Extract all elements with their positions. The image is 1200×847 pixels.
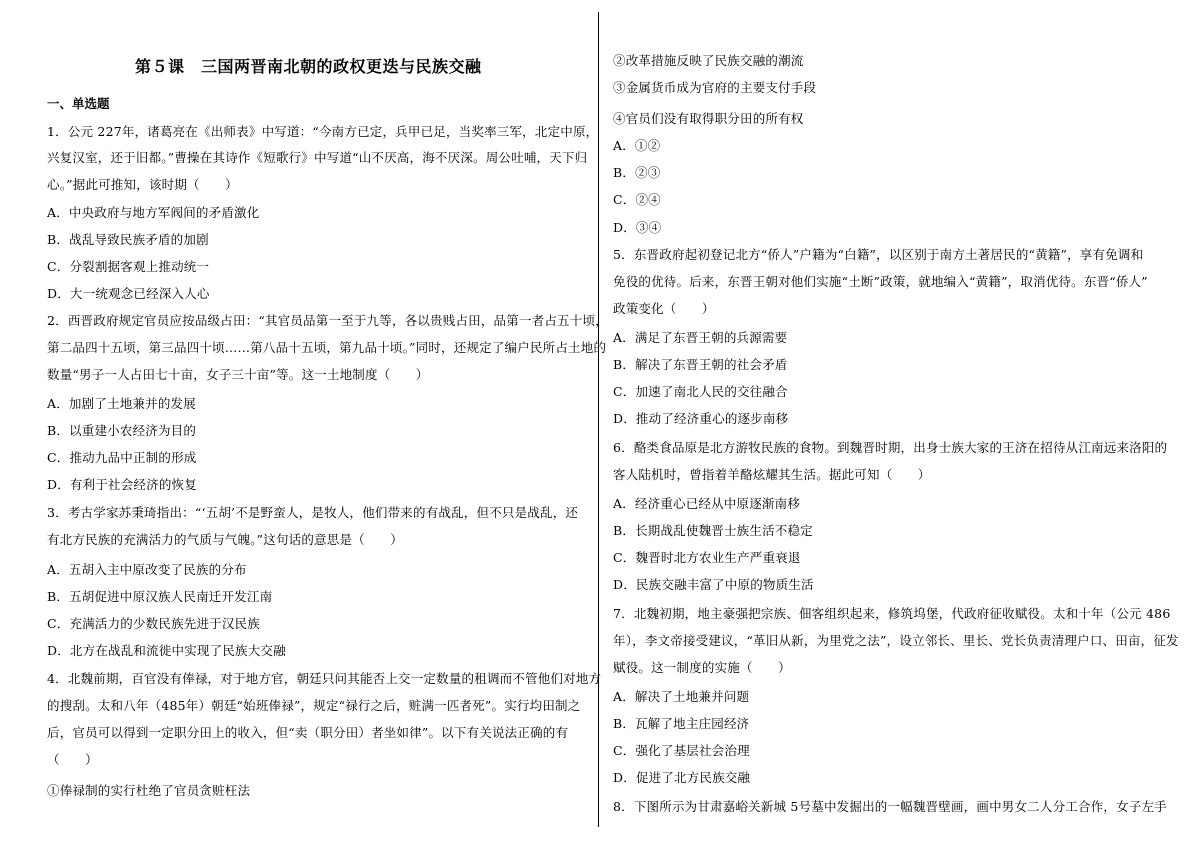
text-line: 兴复汉室，还于旧都。”曹操在其诗作《短歌行》中写道“山不厌高，海不厌深。周公吐哺，天下归	[47, 150, 588, 165]
option-line: A．五胡入主中原改变了民族的分布	[47, 562, 247, 577]
text-line: 赋役。这一制度的实施（ ）	[613, 660, 791, 675]
text-line: 免役的优待。后来，东晋王朝对他们实施“土断”政策，就地编入“黄籍”，取消优待。东晋“侨人”	[613, 274, 1148, 289]
option-line: A．①②	[613, 138, 661, 153]
option-line: A．经济重心已经从中原逐渐南移	[613, 496, 801, 511]
option-line: B．②③	[613, 165, 661, 180]
option-line: D．促进了北方民族交融	[613, 770, 751, 785]
text-line: 第二品四十五顷，第三品四十顷……第八品十五顷，第九品十顷。”同时，还规定了编户民所占土地的	[47, 340, 607, 355]
option-line: A．解决了土地兼并问题	[613, 689, 750, 704]
option-line: D．民族交融丰富了中原的物质生活	[613, 577, 814, 592]
option-line: C．加速了南北人民的交往融合	[613, 384, 788, 399]
text-line: 后，官员可以得到一定职分田上的收入，但“卖（职分田）者坐如律”。以下有关说法正确的有	[47, 725, 569, 740]
option-line: C．魏晋时北方农业生产严重衰退	[613, 550, 801, 565]
section-heading: 一、单选题	[47, 96, 110, 111]
text-line: （ ）	[47, 752, 98, 767]
option-line: D．北方在战乱和流徙中实现了民族大交融	[47, 643, 286, 658]
option-line: B．以重建小农经济为目的	[47, 423, 197, 438]
option-line: D．推动了经济重心的逐步南移	[613, 411, 789, 426]
option-line: B．长期战乱使魏晋士族生活不稳定	[613, 523, 813, 538]
text-line: ④官员们没有取得职分田的所有权	[613, 111, 804, 126]
text-line: 年），李文帝接受建议，“革旧从新，为里党之法”，设立邻长、里长、党长负责清理户口、田亩，征发	[613, 633, 1179, 648]
text-line: 客人陆机时，曾指着羊酪炫耀其生活。据此可知（ ）	[613, 467, 931, 482]
option-line: A．加剧了土地兼并的发展	[47, 396, 196, 411]
option-line: D．大一统观念已经深入人心	[47, 286, 210, 301]
text-line: 7．北魏初期，地主豪强把宗族、佃客组织起来，修筑坞堡，代政府征收赋役。太和十年（公元 486	[613, 606, 1171, 621]
text-line: 6．酪类食品原是北方游牧民族的食物。到魏晋时期，出身士族大家的王济在招待从江南远来洛阳的	[613, 440, 1168, 455]
text-line: ①俸禄制的实行杜绝了官员贪赃枉法	[47, 783, 251, 798]
text-line: 数量“男子一人占田七十亩，女子三十亩”等。这一土地制度（ ）	[47, 367, 429, 382]
option-line: B．瓦解了地主庄园经济	[613, 716, 750, 731]
option-line: D．有利于社会经济的恢复	[47, 477, 197, 492]
option-line: B．战乱导致民族矛盾的加剧	[47, 232, 209, 247]
text-line: 8．下图所示为甘肃嘉峪关新城 5号墓中发掘出的一幅魏晋壁画，画中男女二人分工合作，女子左手	[613, 799, 1167, 814]
option-line: C．推动九品中正制的形成	[47, 450, 197, 465]
option-line: A．中央政府与地方军阀间的矛盾激化	[47, 205, 260, 220]
text-line: 1．公元 227年，诸葛亮在《出师表》中写道：“今南方已定，兵甲已足，当奖率三军，北定中原，	[47, 124, 599, 139]
text-line: 心。”据此可推知，该时期（ ）	[47, 177, 238, 192]
option-line: C．分裂割据客观上推动统一	[47, 259, 210, 274]
text-line: 5．东晋政府起初登记北方“侨人”户籍为“白籍”，以区别于南方土著居民的“黄籍”，享有免调和	[613, 247, 1144, 262]
text-line: 4．北魏前期，百官没有俸禄，对于地方官，朝廷只问其能否上交一定数量的租调而不管他们对地方	[47, 671, 602, 686]
option-line: D．③④	[613, 220, 662, 235]
text-line: ②改革措施反映了民族交融的潮流	[613, 53, 804, 68]
text-line: 政策变化（ ）	[613, 301, 715, 316]
option-line: B．解决了东晋王朝的社会矛盾	[613, 357, 788, 372]
lesson-title: 第５课 三国两晋南北朝的政权更迭与民族交融	[135, 57, 482, 76]
text-line: 有北方民族的充满活力的气质与气魄。”这句话的意思是（ ）	[47, 532, 403, 547]
text-line: 的搜刮。太和八年（485年）朝廷“始班俸禄”，规定“禄行之后，赃满一匹者死”。实行均田制之	[47, 698, 581, 713]
option-line: A．满足了东晋王朝的兵源需要	[613, 330, 788, 345]
option-line: C．②④	[613, 192, 661, 207]
text-line: 3．考古学家苏秉琦指出：“‘五胡’不是野蛮人，是牧人，他们带来的有战乱，但不只是战乱，还	[47, 505, 579, 520]
option-line: C．充满活力的少数民族先进于汉民族	[47, 616, 260, 631]
option-line: C．强化了基层社会治理	[613, 743, 750, 758]
column-divider	[598, 12, 599, 827]
text-line: ③金属货币成为官府的主要支付手段	[613, 80, 817, 95]
option-line: B．五胡促进中原汉族人民南迁开发江南	[47, 589, 273, 604]
text-line: 2．西晋政府规定官员应按品级占田：“其官员品第一至于九等，各以贵贱占田，品第一者占五十顷，	[47, 313, 608, 328]
